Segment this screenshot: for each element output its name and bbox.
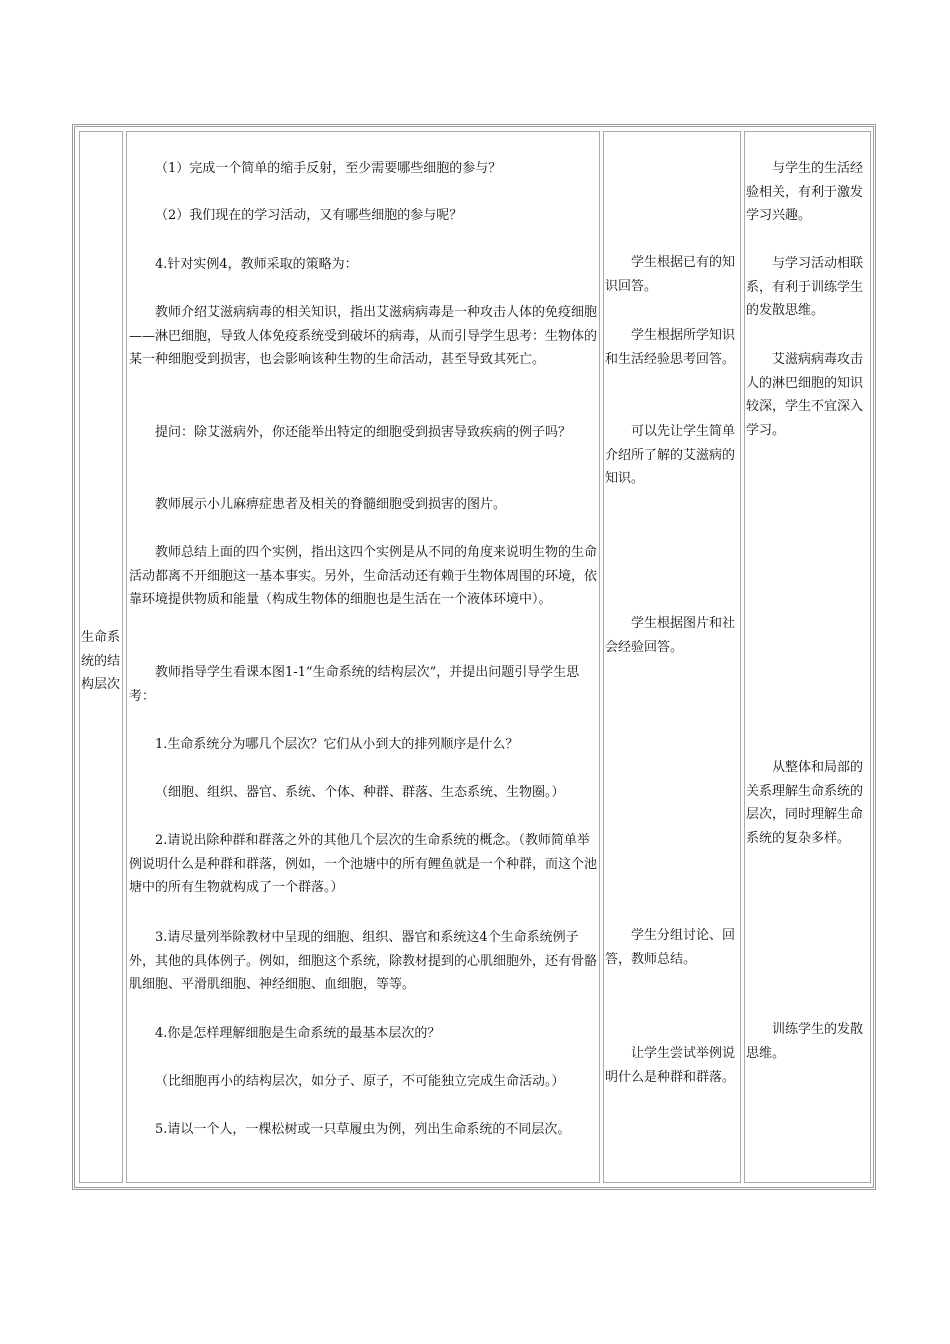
student-activity-cell <box>603 131 741 1183</box>
topic-label: 生命系统的结构层次 <box>81 630 121 692</box>
lesson-plan-table <box>72 124 876 1190</box>
teacher-paragraph: 4.针对实例4，教师采取的策略为： <box>155 257 358 272</box>
teacher-paragraph: 2.请说出除种群和群落之外的其他几个层次的生命系统的概念。（教师简单举例说明什么是种群和群落，例如，一个池塘中的所有鲤鱼就是一个种群，而这个池塘中的所有生物就构成了一个群落。） <box>129 833 598 895</box>
teacher-paragraph: 教师展示小儿麻痹症患者及相关的脊髓细胞受到损害的图片。 <box>155 497 507 512</box>
teacher-paragraph: 4.你是怎样理解细胞是生命系统的最基本层次的？ <box>155 1026 441 1041</box>
teacher-paragraph: （比细胞再小的结构层次，如分子、原子，不可能独立完成生命活动。） <box>155 1074 565 1089</box>
purpose-paragraph: 与学生的生活经验相关，有利于激发学习兴趣。 <box>746 161 864 223</box>
teacher-paragraph: （2）我们现在的学习活动，又有哪些细胞的参与呢？ <box>155 208 463 223</box>
teacher-paragraph: 提问：除艾滋病外，你还能举出特定的细胞受到损害导致疾病的例子吗？ <box>155 425 572 440</box>
teacher-paragraph: 教师总结上面的四个实例，指出这四个实例是从不同的角度来说明生物的生命活动都离不开细胞这一基本事实。另外，生命活动还有赖于生物体周围的环境，依靠环境提供物质和能量（构成生物体的细胞也是生活在一个液体环境中）。 <box>129 545 598 607</box>
student-paragraph: 学生根据已有的知识回答。 <box>605 255 736 294</box>
student-paragraph: 学生根据图片和社会经验回答。 <box>605 616 736 655</box>
student-paragraph: 学生根据所学知识和生活经验思考回答。 <box>605 328 736 367</box>
teacher-paragraph: 教师指导学生看课本图1-1“生命系统的结构层次”，并提出问题引导学生思考： <box>129 665 580 704</box>
purpose-paragraph: 艾滋病病毒攻击人的淋巴细胞的知识较深，学生不宜深入学习。 <box>746 352 864 438</box>
student-paragraph: 学生分组讨论、回答，教师总结。 <box>605 928 736 967</box>
design-intent-cell <box>744 131 871 1183</box>
teacher-activity-cell <box>126 131 600 1183</box>
teacher-paragraph: 1.生命系统分为哪几个层次？它们从小到大的排列顺序是什么？ <box>155 737 519 752</box>
teacher-paragraph: 教师介绍艾滋病病毒的相关知识，指出艾滋病病毒是一种攻击人体的免疫细胞——淋巴细胞，导致人体免疫系统受到破坏的病毒，从而引导学生思考：生物体的某一种细胞受到损害，也会影响该种生物的生命活动，甚至导致其死亡。 <box>129 305 598 367</box>
student-paragraph: 可以先让学生简单介绍所了解的艾滋病的知识。 <box>605 424 736 486</box>
teacher-paragraph: 5.请以一个人，一棵松树或一只草履虫为例，列出生命系统的不同层次。 <box>155 1122 571 1137</box>
purpose-paragraph: 从整体和局部的关系理解生命系统的层次，同时理解生命系统的复杂多样。 <box>746 760 864 846</box>
topic-cell <box>79 131 123 1183</box>
student-paragraph: 让学生尝试举例说明什么是种群和群落。 <box>605 1046 736 1085</box>
purpose-paragraph: 与学习活动相联系，有利于训练学生的发散思维。 <box>746 256 864 318</box>
purpose-paragraph: 训练学生的发散思维。 <box>746 1022 864 1061</box>
teacher-paragraph: （1）完成一个简单的缩手反射，至少需要哪些细胞的参与？ <box>155 161 502 176</box>
teacher-paragraph: （细胞、组织、器官、系统、个体、种群、群落、生态系统、生物圈。） <box>155 785 565 800</box>
teacher-paragraph: 3.请尽量列举除教材中呈现的细胞、组织、器官和系统这4个生命系统例子外，其他的具体例子。例如，细胞这个系统，除教材提到的心肌细胞外，还有骨骼肌细胞、平滑肌细胞、神经细胞、血细胞，等等。 <box>129 930 598 992</box>
